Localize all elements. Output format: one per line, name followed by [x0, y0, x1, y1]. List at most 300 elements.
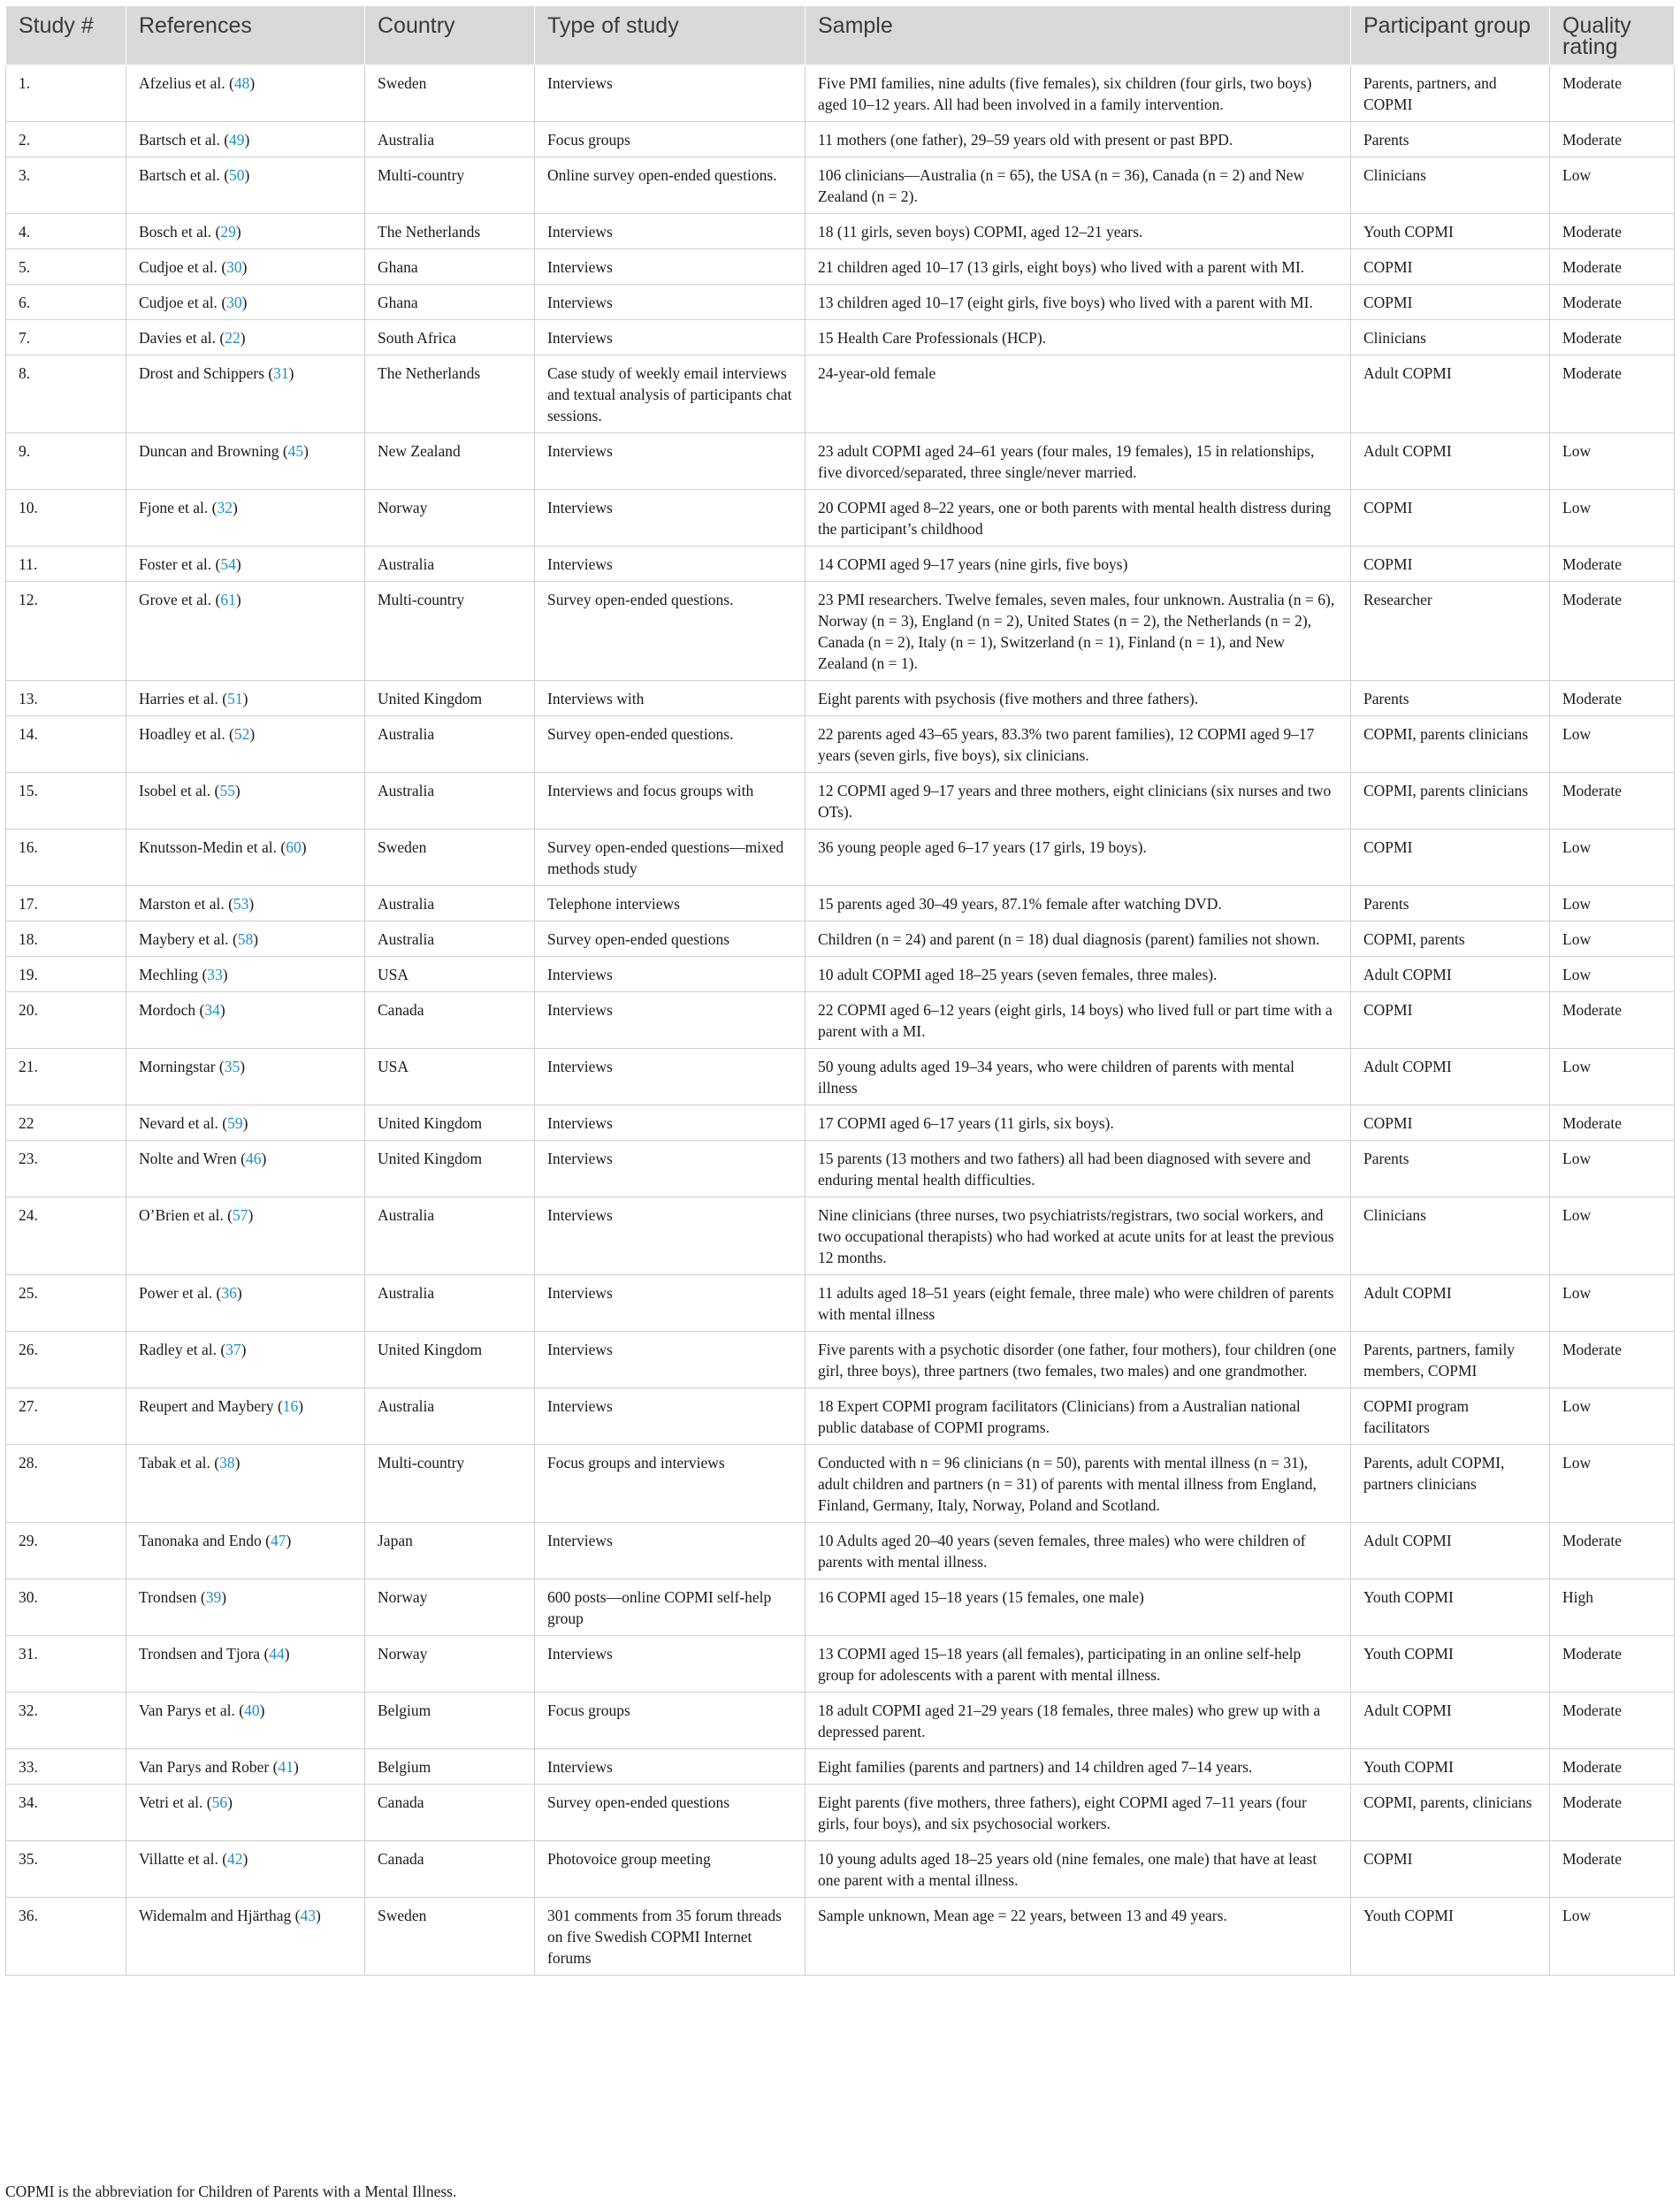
references-cell: O’Brien et al. (57) [126, 1197, 365, 1275]
study-number-cell: 12. [6, 582, 126, 681]
country-cell: United Kingdom [365, 1141, 535, 1197]
type-of-study-cell: Photovoice group meeting [535, 1841, 806, 1898]
type-of-study-cell: Interviews [535, 1049, 806, 1105]
table-row [6, 582, 1675, 681]
table-row [6, 356, 1675, 433]
reference-authors: Cudjoe et al. [139, 258, 218, 276]
type-of-study-cell: Focus groups [535, 1693, 806, 1749]
references-cell: Maybery et al. (58) [126, 921, 365, 957]
references-cell: Van Parys et al. (40) [126, 1693, 365, 1749]
type-of-study-cell: Interviews [535, 1388, 806, 1445]
sample-cell: Eight parents with psychosis (five mothers and three fathers). [806, 681, 1351, 716]
country-cell: Australia [365, 716, 535, 773]
participant-group-cell: COPMI, parents clinicians [1351, 716, 1550, 773]
participant-group-cell: Adult COPMI [1351, 1523, 1550, 1579]
reference-authors: Drost and Schippers [139, 364, 264, 382]
citation-link[interactable]: 16 [282, 1397, 299, 1415]
quality-rating-cell: Moderate [1550, 285, 1675, 320]
type-of-study-cell: Interviews [535, 320, 806, 356]
study-number-cell: 23. [6, 1141, 126, 1197]
citation-link[interactable]: 49 [229, 131, 245, 149]
table-row [6, 1105, 1675, 1141]
references-cell: Radley et al. (37) [126, 1332, 365, 1388]
quality-rating-cell: Low [1550, 886, 1675, 921]
country-cell: Australia [365, 547, 535, 582]
study-number-cell: 4. [6, 214, 126, 249]
reference-authors: Power et al. [139, 1284, 213, 1302]
quality-rating-cell: Moderate [1550, 1105, 1675, 1141]
country-cell: Sweden [365, 830, 535, 886]
quality-rating-cell: Moderate [1550, 1332, 1675, 1388]
country-cell: Canada [365, 992, 535, 1049]
references-cell: Grove et al. (61) [126, 582, 365, 681]
quality-rating-cell: Low [1550, 957, 1675, 992]
table-row [6, 214, 1675, 249]
participant-group-cell: COPMI [1351, 992, 1550, 1049]
study-number-cell: 16. [6, 830, 126, 886]
references-cell: Bosch et al. (29) [126, 214, 365, 249]
citation-link[interactable]: 34 [204, 1001, 220, 1019]
study-number-cell: 31. [6, 1636, 126, 1693]
table-row [6, 547, 1675, 582]
sample-cell: 106 clinicians—Australia (n = 65), the USA (n = 36), Canada (n = 2) and New Zealand (n = 2). [806, 157, 1351, 214]
participant-group-cell: Clinicians [1351, 157, 1550, 214]
reference-authors: Knutsson-Medin et al. [139, 838, 278, 856]
participant-group-cell: COPMI, parents clinicians [1351, 773, 1550, 830]
participant-group-cell: Parents, partners, family members, COPMI [1351, 1332, 1550, 1388]
citation-link[interactable]: 59 [227, 1114, 243, 1132]
country-cell: USA [365, 957, 535, 992]
quality-rating-cell: Moderate [1550, 1749, 1675, 1785]
sample-cell: 15 parents (13 mothers and two fathers) all had been diagnosed with severe and enduring mental health difficulties. [806, 1141, 1351, 1197]
quality-rating-cell: Moderate [1550, 214, 1675, 249]
participant-group-cell: COPMI [1351, 249, 1550, 285]
type-of-study-cell: Interviews [535, 65, 806, 122]
citation-link[interactable]: 42 [227, 1850, 243, 1868]
study-number-cell: 2. [6, 122, 126, 157]
table-row [6, 1141, 1675, 1197]
study-number-cell: 14. [6, 716, 126, 773]
participant-group-cell: Adult COPMI [1351, 433, 1550, 490]
country-cell: Australia [365, 921, 535, 957]
sample-cell: 23 adult COPMI aged 24–61 years (four males, 19 females), 15 in relationships, five divorced/separated, three single/never married. [806, 433, 1351, 490]
study-number-cell: 19. [6, 957, 126, 992]
type-of-study-cell: Telephone interviews [535, 886, 806, 921]
country-cell: Ghana [365, 249, 535, 285]
study-number-cell: 20. [6, 992, 126, 1049]
country-cell: Canada [365, 1841, 535, 1898]
study-number-cell: 29. [6, 1523, 126, 1579]
references-cell: Marston et al. (53) [126, 886, 365, 921]
citation-link[interactable]: 31 [273, 364, 289, 382]
type-of-study-cell: Interviews [535, 1749, 806, 1785]
references-cell: Mechling (33) [126, 957, 365, 992]
country-cell: Norway [365, 490, 535, 547]
citation-link[interactable]: 43 [300, 1907, 316, 1924]
country-cell: The Netherlands [365, 356, 535, 433]
study-number-cell: 27. [6, 1388, 126, 1445]
reference-authors: Radley et al. [139, 1341, 217, 1358]
citation-link[interactable]: 50 [229, 166, 245, 184]
references-cell: Knutsson-Medin et al. (60) [126, 830, 365, 886]
citation-link[interactable]: 58 [237, 930, 254, 948]
reference-authors: Mordoch [139, 1001, 196, 1019]
references-cell: Bartsch et al. (50) [126, 157, 365, 214]
participant-group-cell: COPMI [1351, 547, 1550, 582]
reference-authors: Tanonaka and Endo [139, 1532, 262, 1549]
sample-cell: Five parents with a psychotic disorder (one father, four mothers), four children (one girl, three boys), three partners (two females, two males) and one grandmother. [806, 1332, 1351, 1388]
reference-authors: Vetri et al. [139, 1793, 203, 1811]
type-of-study-cell: Interviews [535, 1332, 806, 1388]
participant-group-cell: Parents [1351, 122, 1550, 157]
type-of-study-cell: Online survey open-ended questions. [535, 157, 806, 214]
citation-link[interactable]: 52 [233, 725, 250, 743]
citation-link[interactable]: 36 [221, 1284, 237, 1302]
table-row [6, 957, 1675, 992]
type-of-study-cell: Case study of weekly email interviews and textual analysis of participants chat sessions. [535, 356, 806, 433]
quality-rating-cell: Moderate [1550, 1785, 1675, 1841]
country-cell: Japan [365, 1523, 535, 1579]
study-number-cell: 7. [6, 320, 126, 356]
quality-rating-cell: Moderate [1550, 122, 1675, 157]
references-cell: Trondsen and Tjora (44) [126, 1636, 365, 1693]
type-of-study-cell: Interviews [535, 214, 806, 249]
table-row [6, 716, 1675, 773]
sample-cell: 10 adult COPMI aged 18–25 years (seven females, three males). [806, 957, 1351, 992]
table-row [6, 122, 1675, 157]
references-cell: Villatte et al. (42) [126, 1841, 365, 1898]
type-of-study-cell: Interviews with [535, 681, 806, 716]
country-cell: New Zealand [365, 433, 535, 490]
sample-cell: 22 parents aged 43–65 years, 83.3% two parent families), 12 COPMI aged 9–17 years (seven girls, five boys), six clinicians. [806, 716, 1351, 773]
study-number-cell: 18. [6, 921, 126, 957]
participant-group-cell: Adult COPMI [1351, 356, 1550, 433]
sample-cell: 15 Health Care Professionals (HCP). [806, 320, 1351, 356]
sample-cell: Conducted with n = 96 clinicians (n = 50), parents with mental illness (n = 31), adult children and partners (n = 31) of parents with mental illness from England, Finland, Germany, Italy, Norway, Poland and Scotland. [806, 1445, 1351, 1523]
quality-rating-cell: Low [1550, 490, 1675, 547]
references-cell: Fjone et al. (32) [126, 490, 365, 547]
table-row [6, 992, 1675, 1049]
table-row [6, 1445, 1675, 1523]
quality-rating-cell: Moderate [1550, 1693, 1675, 1749]
study-number-cell: 32. [6, 1693, 126, 1749]
study-number-cell: 21. [6, 1049, 126, 1105]
study-number-cell: 15. [6, 773, 126, 830]
references-cell: Nevard et al. (59) [126, 1105, 365, 1141]
citation-link[interactable]: 39 [205, 1588, 222, 1606]
reference-authors: Fjone et al. [139, 499, 209, 516]
citation-link[interactable]: 54 [220, 555, 236, 573]
quality-rating-cell: Moderate [1550, 773, 1675, 830]
quality-rating-cell: Moderate [1550, 992, 1675, 1049]
reference-authors: Nevard et al. [139, 1114, 218, 1132]
reference-authors: Hoadley et al. [139, 725, 225, 743]
table-row [6, 1523, 1675, 1579]
reference-authors: Marston et al. [139, 895, 225, 913]
quality-rating-cell: Moderate [1550, 1841, 1675, 1898]
sample-cell: 10 young adults aged 18–25 years old (nine females, one male) that have at least one parent with a mental illness. [806, 1841, 1351, 1898]
quality-rating-cell: Moderate [1550, 356, 1675, 433]
country-cell: Multi-country [365, 582, 535, 681]
citation-link[interactable]: 41 [278, 1758, 294, 1776]
quality-rating-cell: Low [1550, 1898, 1675, 1976]
study-number-cell: 1. [6, 65, 126, 122]
references-cell: Morningstar (35) [126, 1049, 365, 1105]
table-row [6, 1841, 1675, 1898]
citation-link[interactable]: 46 [245, 1150, 262, 1167]
study-number-cell: 35. [6, 1841, 126, 1898]
quality-rating-cell: Moderate [1550, 65, 1675, 122]
reference-authors: Cudjoe et al. [139, 294, 218, 311]
participant-group-cell: Clinicians [1351, 1197, 1550, 1275]
citation-link[interactable]: 47 [270, 1532, 286, 1549]
sample-cell: 12 COPMI aged 9–17 years and three mothers, eight clinicians (six nurses and two OTs). [806, 773, 1351, 830]
reference-authors: Trondsen [139, 1588, 197, 1606]
country-cell: Belgium [365, 1693, 535, 1749]
study-number-cell: 5. [6, 249, 126, 285]
reference-authors: Widemalm and Hjärthag [139, 1907, 292, 1924]
type-of-study-cell: Interviews [535, 1141, 806, 1197]
quality-rating-cell: Low [1550, 157, 1675, 214]
citation-link[interactable]: 32 [217, 499, 233, 516]
references-cell: Cudjoe et al. (30) [126, 285, 365, 320]
references-cell: Bartsch et al. (49) [126, 122, 365, 157]
country-cell: Australia [365, 886, 535, 921]
participant-group-cell: Parents, adult COPMI, partners clinicians [1351, 1445, 1550, 1523]
study-number-cell: 34. [6, 1785, 126, 1841]
country-cell: Sweden [365, 65, 535, 122]
sample-cell: Eight families (parents and partners) and 14 children aged 7–14 years. [806, 1749, 1351, 1785]
reference-authors: Morningstar [139, 1058, 216, 1075]
study-number-cell: 17. [6, 886, 126, 921]
table-row [6, 1785, 1675, 1841]
country-cell: Norway [365, 1636, 535, 1693]
column-header-quality-rating: Quality rating [1550, 6, 1675, 65]
references-cell: Hoadley et al. (52) [126, 716, 365, 773]
country-cell: Sweden [365, 1898, 535, 1976]
table-row [6, 1197, 1675, 1275]
column-header-study-number: Study # [6, 6, 126, 65]
country-cell: Canada [365, 1785, 535, 1841]
citation-link[interactable]: 40 [244, 1701, 260, 1719]
participant-group-cell: Adult COPMI [1351, 957, 1550, 992]
participant-group-cell: COPMI [1351, 1105, 1550, 1141]
quality-rating-cell: Low [1550, 716, 1675, 773]
study-number-cell: 11. [6, 547, 126, 582]
citation-link[interactable]: 35 [224, 1058, 241, 1075]
citation-link[interactable]: 57 [232, 1206, 248, 1224]
citation-link[interactable]: 30 [226, 294, 242, 311]
references-cell: Harries et al. (51) [126, 681, 365, 716]
study-number-cell: 30. [6, 1579, 126, 1636]
reference-authors: Tabak et al. [139, 1454, 210, 1472]
country-cell: Australia [365, 773, 535, 830]
participant-group-cell: Adult COPMI [1351, 1049, 1550, 1105]
table-row [6, 433, 1675, 490]
table-row [6, 65, 1675, 122]
citation-link[interactable]: 22 [225, 329, 241, 347]
participant-group-cell: Adult COPMI [1351, 1693, 1550, 1749]
sample-cell: Children (n = 24) and parent (n = 18) dual diagnosis (parent) families not shown. [806, 921, 1351, 957]
type-of-study-cell: Interviews [535, 957, 806, 992]
participant-group-cell: COPMI [1351, 1841, 1550, 1898]
sample-cell: 17 COPMI aged 6–17 years (11 girls, six boys). [806, 1105, 1351, 1141]
study-number-cell: 26. [6, 1332, 126, 1388]
table-row [6, 1388, 1675, 1445]
participant-group-cell: COPMI [1351, 285, 1550, 320]
quality-rating-cell: Low [1550, 1141, 1675, 1197]
sample-cell: Five PMI families, nine adults (five females), six children (four girls, two boys) aged 10–12 years. All had been involved in a family intervention. [806, 65, 1351, 122]
table-row [6, 681, 1675, 716]
reference-authors: Bosch et al. [139, 223, 212, 241]
study-number-cell: 8. [6, 356, 126, 433]
sample-cell: 13 children aged 10–17 (eight girls, five boys) who lived with a parent with MI. [806, 285, 1351, 320]
sample-cell: 36 young people aged 6–17 years (17 girls, 19 boys). [806, 830, 1351, 886]
type-of-study-cell: Interviews and focus groups with [535, 773, 806, 830]
country-cell: Australia [365, 1388, 535, 1445]
quality-rating-cell: Moderate [1550, 582, 1675, 681]
citation-link[interactable]: 56 [211, 1793, 228, 1811]
country-cell: The Netherlands [365, 214, 535, 249]
table-row [6, 1693, 1675, 1749]
reference-authors: Bartsch et al. [139, 131, 220, 149]
type-of-study-cell: 301 comments from 35 forum threads on five Swedish COPMI Internet forums [535, 1898, 806, 1976]
quality-rating-cell: Moderate [1550, 320, 1675, 356]
study-number-cell: 3. [6, 157, 126, 214]
table-row [6, 1275, 1675, 1332]
citation-link[interactable]: 51 [227, 690, 243, 707]
type-of-study-cell: Focus groups [535, 122, 806, 157]
column-header-type-of-study: Type of study [535, 6, 806, 65]
citation-link[interactable]: 61 [220, 591, 236, 608]
type-of-study-cell: Survey open-ended questions—mixed methods study [535, 830, 806, 886]
sample-cell: 22 COPMI aged 6–12 years (eight girls, 14 boys) who lived full or part time with a parent with a MI. [806, 992, 1351, 1049]
references-cell: Van Parys and Rober (41) [126, 1749, 365, 1785]
studies-table-container [5, 5, 1674, 1976]
study-number-cell: 13. [6, 681, 126, 716]
country-cell: Multi-country [365, 157, 535, 214]
study-number-cell: 6. [6, 285, 126, 320]
type-of-study-cell: Interviews [535, 1197, 806, 1275]
sample-cell: 11 adults aged 18–51 years (eight female, three male) who were children of parents with mental illness [806, 1275, 1351, 1332]
participant-group-cell: Parents, partners, and COPMI [1351, 65, 1550, 122]
citation-link[interactable]: 29 [220, 223, 236, 241]
sample-cell: Nine clinicians (three nurses, two psychiatrists/registrars, two social workers, and two occupational therapists) who had worked at acute units for at least the previous 12 months. [806, 1197, 1351, 1275]
reference-authors: Reupert and Maybery [139, 1397, 274, 1415]
citation-link[interactable]: 37 [225, 1341, 241, 1358]
citation-link[interactable]: 45 [287, 442, 304, 460]
participant-group-cell: Parents [1351, 681, 1550, 716]
type-of-study-cell: Interviews [535, 285, 806, 320]
reference-authors: O’Brien et al. [139, 1206, 224, 1224]
table-row [6, 285, 1675, 320]
quality-rating-cell: Low [1550, 1388, 1675, 1445]
table-row [6, 886, 1675, 921]
type-of-study-cell: Interviews [535, 992, 806, 1049]
column-header-references: References [126, 6, 365, 65]
participant-group-cell: COPMI, parents, clinicians [1351, 1785, 1550, 1841]
references-cell: Tanonaka and Endo (47) [126, 1523, 365, 1579]
table-header-row [6, 6, 1675, 65]
type-of-study-cell: Interviews [535, 1105, 806, 1141]
quality-rating-cell: Low [1550, 830, 1675, 886]
references-cell: Afzelius et al. (48) [126, 65, 365, 122]
sample-cell: Eight parents (five mothers, three fathers), eight COPMI aged 7–11 years (four girls, four boys), and six psychosocial workers. [806, 1785, 1351, 1841]
quality-rating-cell: High [1550, 1579, 1675, 1636]
participant-group-cell: Youth COPMI [1351, 1749, 1550, 1785]
sample-cell: 15 parents aged 30–49 years, 87.1% female after watching DVD. [806, 886, 1351, 921]
study-number-cell: 28. [6, 1445, 126, 1523]
country-cell: Australia [365, 1275, 535, 1332]
citation-link[interactable]: 55 [219, 782, 235, 799]
studies-table [5, 5, 1675, 1976]
participant-group-cell: COPMI, parents [1351, 921, 1550, 957]
citation-link[interactable]: 48 [233, 74, 250, 92]
participant-group-cell: Youth COPMI [1351, 214, 1550, 249]
participant-group-cell: Parents [1351, 1141, 1550, 1197]
table-body [6, 65, 1675, 1976]
sample-cell: 18 (11 girls, seven boys) COPMI, aged 12–21 years. [806, 214, 1351, 249]
references-cell: Trondsen (39) [126, 1579, 365, 1636]
sample-cell: 10 Adults aged 20–40 years (seven females, three males) who were children of parents with mental illness. [806, 1523, 1351, 1579]
column-header-country: Country [365, 6, 535, 65]
sample-cell: 23 PMI researchers. Twelve females, seven males, four unknown. Australia (n = 6), Norway (n = 3), England (n = 2), United States (n = 2), the Netherlands (n = 2), Canada (n = 2), Italy (n = 1), Switzerland (n = 1), Finland (n = 1), and New Zealand (n = 1). [806, 582, 1351, 681]
country-cell: Belgium [365, 1749, 535, 1785]
table-row [6, 1636, 1675, 1693]
quality-rating-cell: Moderate [1550, 547, 1675, 582]
sample-cell: 21 children aged 10–17 (13 girls, eight boys) who lived with a parent with MI. [806, 249, 1351, 285]
country-cell: United Kingdom [365, 681, 535, 716]
citation-link[interactable]: 38 [219, 1454, 235, 1472]
citation-link[interactable]: 33 [207, 966, 223, 983]
participant-group-cell: Clinicians [1351, 320, 1550, 356]
table-row [6, 1332, 1675, 1388]
references-cell: Tabak et al. (38) [126, 1445, 365, 1523]
participant-group-cell: Youth COPMI [1351, 1636, 1550, 1693]
table-row [6, 1898, 1675, 1976]
citation-link[interactable]: 44 [269, 1645, 285, 1663]
type-of-study-cell: Interviews [535, 1636, 806, 1693]
country-cell: Multi-country [365, 1445, 535, 1523]
table-row [6, 921, 1675, 957]
type-of-study-cell: Focus groups and interviews [535, 1445, 806, 1523]
participant-group-cell: Youth COPMI [1351, 1579, 1550, 1636]
country-cell: Australia [365, 1197, 535, 1275]
type-of-study-cell: Survey open-ended questions [535, 1785, 806, 1841]
citation-link[interactable]: 30 [226, 258, 242, 276]
references-cell: Foster et al. (54) [126, 547, 365, 582]
sample-cell: 11 mothers (one father), 29–59 years old with present or past BPD. [806, 122, 1351, 157]
sample-cell: Sample unknown, Mean age = 22 years, between 13 and 49 years. [806, 1898, 1351, 1976]
reference-authors: Duncan and Browning [139, 442, 279, 460]
reference-authors: Afzelius et al. [139, 74, 225, 92]
study-number-cell: 33. [6, 1749, 126, 1785]
citation-link[interactable]: 60 [286, 838, 302, 856]
sample-cell: 14 COPMI aged 9–17 years (nine girls, five boys) [806, 547, 1351, 582]
type-of-study-cell: Survey open-ended questions. [535, 582, 806, 681]
table-row [6, 157, 1675, 214]
references-cell: Reupert and Maybery (16) [126, 1388, 365, 1445]
citation-link[interactable]: 53 [233, 895, 249, 913]
column-header-participant-group: Participant group [1351, 6, 1550, 65]
references-cell: Isobel et al. (55) [126, 773, 365, 830]
sample-cell: 18 adult COPMI aged 21–29 years (18 females, three males) who grew up with a depressed parent. [806, 1693, 1351, 1749]
country-cell: Australia [365, 122, 535, 157]
column-header-sample: Sample [806, 6, 1351, 65]
study-number-cell: 36. [6, 1898, 126, 1976]
reference-authors: Isobel et al. [139, 782, 211, 799]
reference-authors: Nolte and Wren [139, 1150, 237, 1167]
